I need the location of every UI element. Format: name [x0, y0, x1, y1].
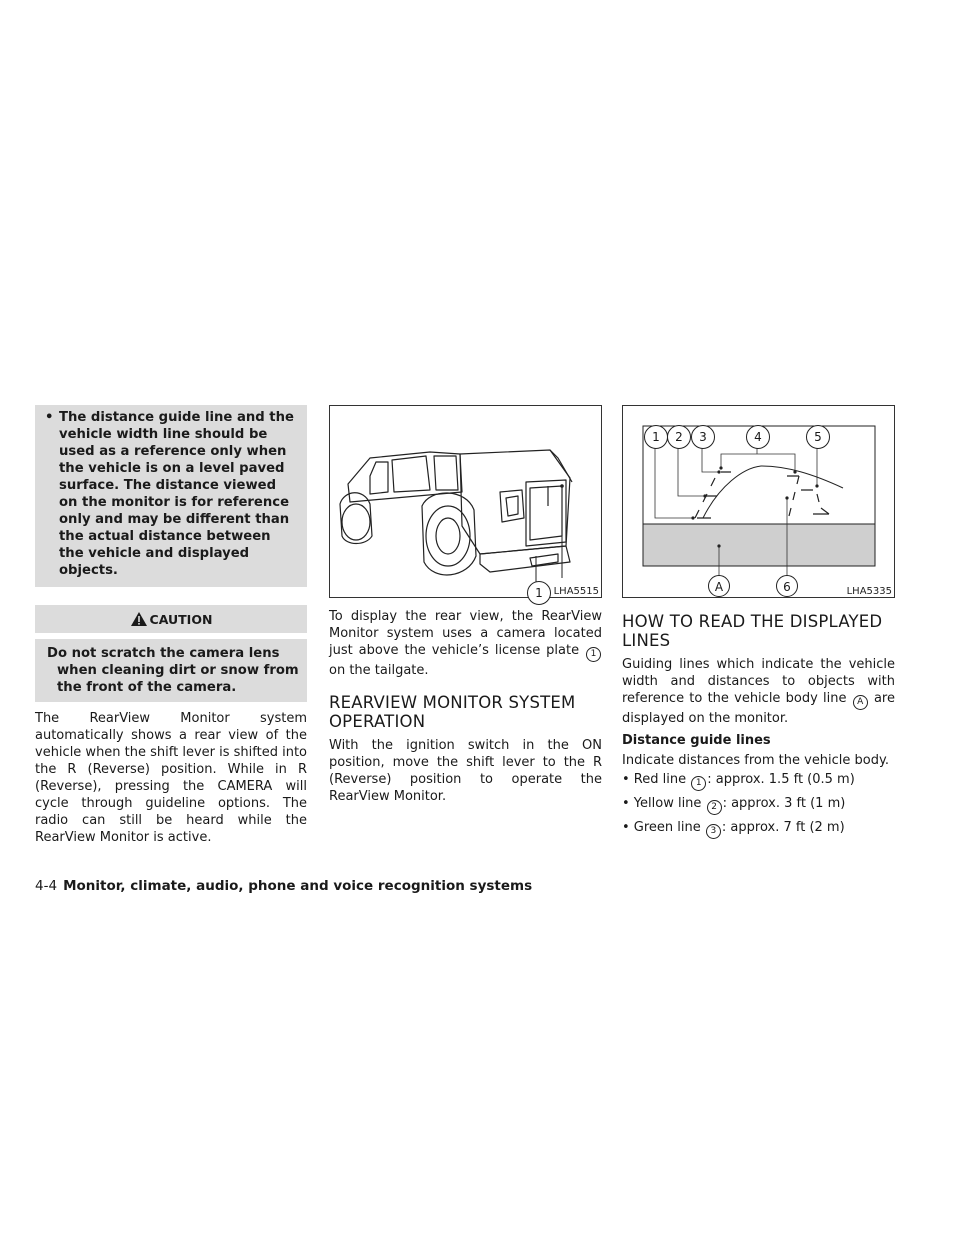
rearview-operation-heading: REARVIEW MONITOR SYSTEM OPERATION	[329, 693, 576, 731]
green-line-value: : approx. 7 ft (2 m)	[721, 820, 845, 835]
page-number: 4-4	[35, 878, 58, 894]
camera-location-paragraph	[329, 608, 602, 679]
read-lines-heading: HOW TO READ THE DISPLAYED LINES	[622, 612, 883, 650]
yellow-line-label: • Yellow line	[622, 796, 702, 811]
rearview-intro-paragraph: The RearView Monitor system automatically shows a rear view of the vehicle when the shift lever is shifted into the R (Reverse) position. While in R (Reverse), pressing the CAMERA will cycle through guideline options. The radio can still be heard while the RearView Monitor is active.	[35, 711, 307, 845]
warning-triangle-icon	[130, 611, 148, 627]
chapter-title: Monitor, climate, audio, phone and voice recognition systems	[63, 878, 533, 894]
distance-guide-text: Indicate distances from the vehicle body.	[622, 753, 889, 768]
warning-text: The distance guide line and the vehicle width line should be used as a reference only when the vehicle is on a level paved surface. The distance viewed on the monitor is for reference only and may be different than the actual distance between the vehicle and displayed objects.	[59, 410, 294, 578]
read-lines-text-after: are displayed on the monitor.	[622, 691, 895, 726]
marker-3: 3	[706, 824, 721, 839]
warning-box	[35, 405, 307, 587]
red-line-label: • Red line	[622, 772, 687, 787]
camera-location-text-before: To display the rear view, the RearView Monitor system uses a camera located just above the vehicle’s license plate	[329, 609, 602, 658]
figure2-callout-3: 3	[691, 425, 715, 449]
figure2-callout-5: 5	[806, 425, 830, 449]
figure2-callout-6: 6	[776, 575, 798, 597]
caution-title: CAUTION	[149, 611, 213, 627]
marker-2: 2	[707, 800, 722, 815]
truck-camera-figure	[329, 405, 602, 598]
page-footer	[35, 878, 532, 894]
yellow-line-value: : approx. 3 ft (1 m)	[722, 796, 846, 811]
camera-location-text-after: on the tailgate.	[329, 663, 429, 678]
marker-1: 1	[691, 776, 706, 791]
caution-header	[35, 605, 307, 633]
truck-illustration	[330, 406, 601, 597]
figure1-callout-1: 1	[527, 581, 551, 605]
list-item	[622, 819, 895, 839]
left-column	[35, 405, 307, 846]
figure2-callout-1: 1	[644, 425, 668, 449]
distance-guide-subhead: Distance guide lines	[622, 733, 771, 748]
right-column	[622, 405, 895, 843]
list-item	[622, 771, 895, 791]
list-item	[622, 795, 895, 815]
caution-text: Do not scratch the camera lens when cleaning dirt or snow from the front of the camera.	[47, 646, 299, 695]
figure2-code: LHA5335	[846, 586, 892, 597]
caution-body	[35, 639, 307, 702]
figure1-code: LHA5515	[553, 586, 599, 597]
red-line-value: : approx. 1.5 ft (0.5 m)	[707, 772, 855, 787]
guide-lines-figure	[622, 405, 895, 598]
middle-column	[329, 405, 602, 805]
marker-A: A	[853, 695, 868, 710]
read-lines-paragraph	[622, 656, 895, 727]
rearview-operation-text: With the ignition switch in the ON position, move the shift lever to the R (Reverse) position to operate the RearView Monitor.	[329, 738, 602, 804]
figure2-callout-4: 4	[746, 425, 770, 449]
marker-1: 1	[586, 647, 601, 662]
warning-bullet: •	[45, 410, 54, 425]
read-lines-text-before: Guiding lines which indicate the vehicle width and distances to objects with reference to the vehicle body line	[622, 657, 895, 706]
figure2-callout-2: 2	[667, 425, 691, 449]
figure2-callout-A: A	[708, 575, 730, 597]
green-line-label: • Green line	[622, 820, 701, 835]
